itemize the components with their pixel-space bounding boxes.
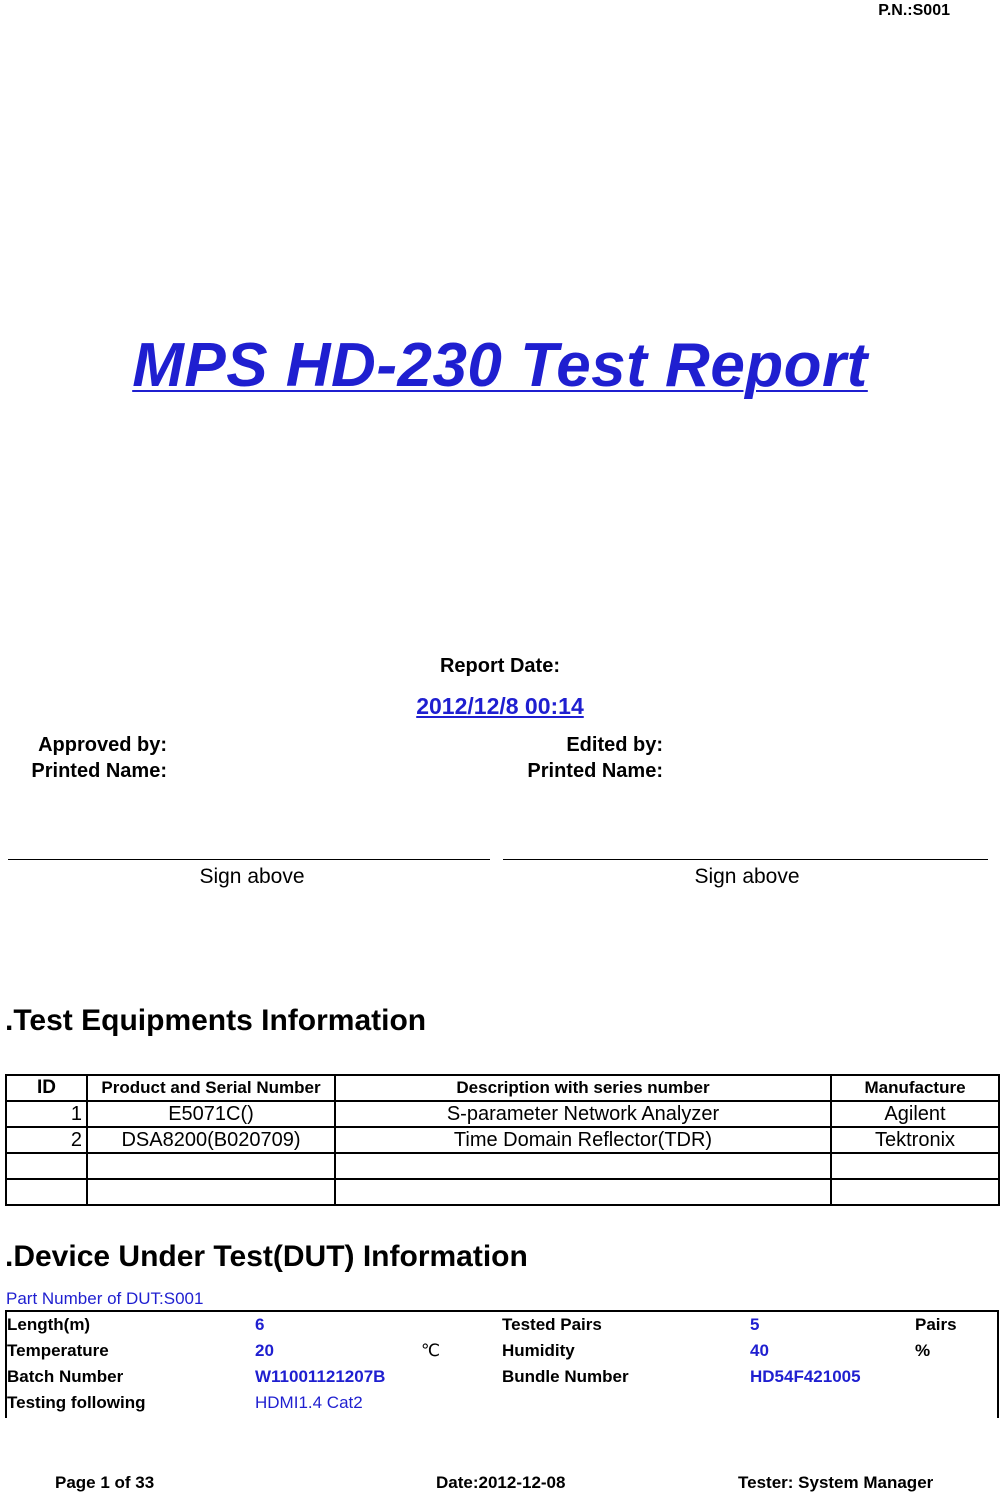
footer-page-number: Page 1 of 33 (55, 1473, 155, 1492)
dut-label: Temperature (7, 1341, 109, 1360)
table-cell-manufacture (831, 1153, 999, 1179)
editor-signature-line (503, 859, 988, 860)
dut-unit: ℃ (421, 1341, 441, 1360)
approved-printed-name-label: Printed Name: (31, 760, 167, 782)
column-header-id: ID (6, 1075, 87, 1101)
dut-row-length (7, 1312, 997, 1338)
dut-value: 20 (255, 1341, 274, 1360)
dut-label: Length(m) (7, 1315, 91, 1334)
footer-tester: Tester: System Manager (738, 1473, 934, 1492)
edited-printed-name-label: Printed Name: (527, 760, 663, 782)
equipment-section-heading: .Test Equipments Information (5, 1004, 427, 1037)
table-cell-description (335, 1179, 831, 1205)
column-header-manufacture: Manufacture (831, 1075, 999, 1101)
table-row (6, 1101, 999, 1127)
editor-sign-caption: Sign above (694, 865, 800, 888)
table-row (6, 1179, 999, 1205)
report-date-label: Report Date: (439, 655, 560, 677)
dut-row-batch (7, 1364, 997, 1390)
dut-row-testing (7, 1390, 997, 1416)
dut-section-heading: .Device Under Test(DUT) Information (5, 1240, 528, 1273)
table-row (6, 1127, 999, 1153)
dut-label: Bundle Number (502, 1367, 629, 1386)
table-cell-id (6, 1153, 87, 1179)
dut-row-temperature (7, 1338, 997, 1364)
part-number-header: P.N.:S001 (878, 2, 950, 19)
dut-value: 5 (750, 1315, 760, 1334)
table-cell-product: E5071C() (87, 1101, 335, 1127)
dut-unit: Pairs (915, 1315, 957, 1334)
table-row (6, 1153, 999, 1179)
dut-value: W11001121207B (255, 1367, 386, 1386)
dut-value: 6 (255, 1315, 265, 1334)
table-cell-product: DSA8200(B020709) (87, 1127, 335, 1153)
report-date-value: 2012/12/8 00:14 (416, 693, 584, 719)
table-cell-manufacture (831, 1179, 999, 1205)
dut-value: 40 (750, 1341, 769, 1360)
approver-signature-line (8, 859, 490, 860)
table-cell-manufacture: Agilent (831, 1101, 999, 1127)
approved-by-label: Approved by: (38, 734, 167, 756)
table-cell-id: 2 (6, 1127, 87, 1153)
table-cell-description: S-parameter Network Analyzer (335, 1101, 831, 1127)
dut-value: HDMI1.4 Cat2 (255, 1393, 363, 1412)
dut-label: Humidity (502, 1341, 575, 1360)
footer-date: Date:2012-12-08 (436, 1473, 566, 1492)
column-header-description: Description with series number (335, 1075, 831, 1101)
dut-value: HD54F421005 (750, 1367, 861, 1386)
table-cell-id: 1 (6, 1101, 87, 1127)
dut-info-box (5, 1310, 999, 1418)
table-header-row (6, 1075, 999, 1101)
equipment-table (5, 1074, 1000, 1206)
dut-label: Tested Pairs (502, 1315, 602, 1334)
table-cell-manufacture: Tektronix (831, 1127, 999, 1153)
dut-label: Batch Number (7, 1367, 124, 1386)
edited-by-label: Edited by: (566, 734, 663, 756)
column-header-product: Product and Serial Number (87, 1075, 335, 1101)
table-cell-description (335, 1153, 831, 1179)
dut-label: Testing following (7, 1393, 146, 1412)
report-title: MPS HD-230 Test Report (132, 331, 868, 400)
approver-sign-caption: Sign above (199, 865, 305, 888)
table-cell-id (6, 1179, 87, 1205)
table-cell-product (87, 1153, 335, 1179)
table-cell-product (87, 1179, 335, 1205)
dut-part-number: Part Number of DUT:S001 (6, 1289, 204, 1308)
dut-unit: % (915, 1341, 931, 1360)
table-cell-description: Time Domain Reflector(TDR) (335, 1127, 831, 1153)
